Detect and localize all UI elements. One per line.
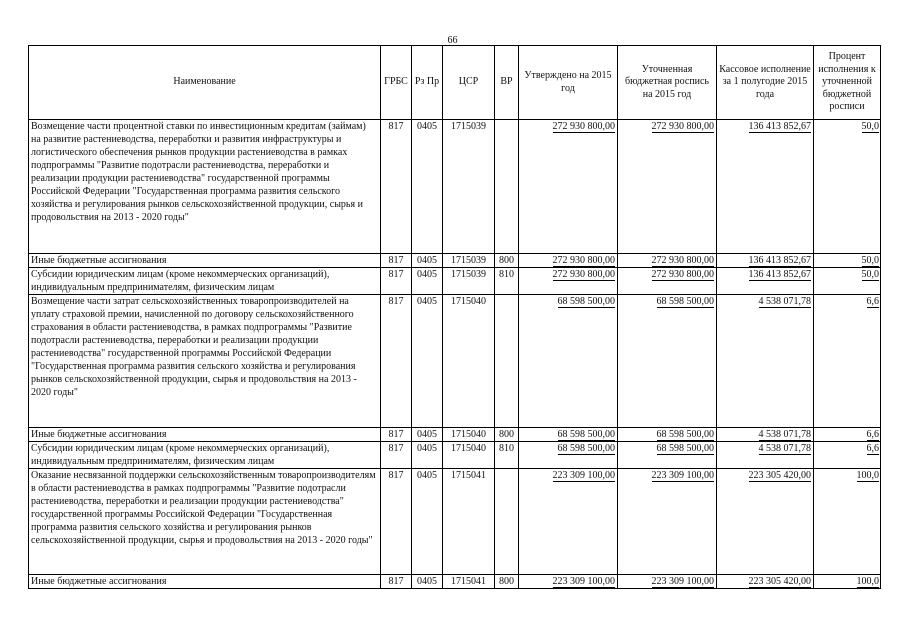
row-csr: 1715041 — [443, 469, 495, 575]
page-number: 66 — [447, 35, 458, 46]
row-refined: 272 930 800,00 — [651, 255, 714, 266]
row-approved: 68 598 500,00 — [557, 429, 615, 440]
table-row — [29, 268, 881, 295]
row-vr: 800 — [495, 428, 519, 442]
row-grbs: 817 — [381, 120, 412, 254]
table-row — [29, 469, 881, 575]
row-approved: 223 309 100,00 — [552, 576, 615, 587]
row-rzpr: 0405 — [412, 120, 443, 254]
row-refined: 223 309 100,00 — [651, 470, 714, 481]
row-vr: 800 — [495, 254, 519, 268]
row-cash: 223 305 420,00 — [748, 576, 811, 587]
row-percent: 6,6 — [866, 443, 879, 454]
row-grbs: 817 — [381, 575, 412, 589]
row-name: Субсидии юридическим лицам (кроме некоммерческих организаций), индивидуальным предпринимателям, физическим лицам — [29, 268, 381, 295]
row-approved: 223 309 100,00 — [552, 470, 615, 481]
header-approved: Утверждено на 2015 год — [519, 46, 618, 120]
row-csr: 1715040 — [443, 295, 495, 428]
row-refined: 68 598 500,00 — [656, 429, 714, 440]
row-percent: 6,6 — [866, 429, 879, 440]
row-percent: 100,0 — [856, 470, 879, 481]
row-cash: 4 538 071,78 — [758, 296, 811, 307]
row-cash: 136 413 852,67 — [748, 255, 811, 266]
row-grbs: 817 — [381, 254, 412, 268]
row-name: Оказание несвязанной поддержки сельскохозяйственным товаропроизводителям в области растениеводства в рамках подпрограммы "Развитие подотрасли растениеводства, переработки и реализации продукции растениеводства" государственной программы Российской Федерации "Государственная программа развития сельского хозяйства и регулирования рынков сельскохозяйственной продукции, сырья и продовольствия на 2013 - 2020 годы" — [29, 469, 381, 575]
row-vr: 810 — [495, 268, 519, 295]
row-grbs: 817 — [381, 268, 412, 295]
header-percent: Процент исполнения к уточненной бюджетной росписи — [814, 46, 881, 120]
row-name: Возмещение части процентной ставки по инвестиционным кредитам (займам) на развитие растениеводства, переработки и развития инфраструктуры и логистического обеспечения рынков продукции растениеводства в рамках подпрограммы "Развитие подотрасли растениеводства, переработки и реализации продукции растениеводства" государственной программы Российской Федерации "Государственная программа развития сельского хозяйства и регулирования рынков сельскохозяйственной продукции, сырья и продовольствия на 2013 - 2020 годы" — [29, 120, 381, 254]
row-csr: 1715039 — [443, 254, 495, 268]
row-csr: 1715039 — [443, 268, 495, 295]
row-rzpr: 0405 — [412, 469, 443, 575]
row-grbs: 817 — [381, 428, 412, 442]
row-cash: 136 413 852,67 — [748, 269, 811, 280]
row-refined: 223 309 100,00 — [651, 576, 714, 587]
row-refined: 272 930 800,00 — [651, 269, 714, 280]
table-row — [29, 254, 881, 268]
row-name: Иные бюджетные ассигнования — [29, 575, 381, 589]
row-rzpr: 0405 — [412, 442, 443, 469]
row-percent: 100,0 — [856, 576, 879, 587]
row-approved: 272 930 800,00 — [552, 255, 615, 266]
row-cash: 223 305 420,00 — [748, 470, 811, 481]
row-vr: 810 — [495, 442, 519, 469]
header-vr: ВР — [495, 46, 519, 120]
row-name: Субсидии юридическим лицам (кроме некоммерческих организаций), индивидуальным предпринимателям, физическим лицам — [29, 442, 381, 469]
row-grbs: 817 — [381, 469, 412, 575]
table-row — [29, 575, 881, 589]
row-csr: 1715039 — [443, 120, 495, 254]
row-approved: 68 598 500,00 — [557, 443, 615, 454]
row-name: Иные бюджетные ассигнования — [29, 254, 381, 268]
row-refined: 272 930 800,00 — [651, 121, 714, 132]
header-csr: ЦСР — [443, 46, 495, 120]
budget-table — [28, 45, 881, 589]
row-approved: 272 930 800,00 — [552, 121, 615, 132]
row-cash: 136 413 852,67 — [748, 121, 811, 132]
table-row — [29, 120, 881, 254]
row-grbs: 817 — [381, 442, 412, 469]
row-percent: 6,6 — [866, 296, 879, 307]
header-name: Наименование — [29, 46, 381, 120]
row-csr: 1715040 — [443, 428, 495, 442]
row-refined: 68 598 500,00 — [656, 296, 714, 307]
row-refined: 68 598 500,00 — [656, 443, 714, 454]
header-rzpr: Рз Пр — [412, 46, 443, 120]
row-percent: 50,0 — [861, 255, 879, 266]
row-percent: 50,0 — [861, 269, 879, 280]
row-approved: 272 930 800,00 — [552, 269, 615, 280]
table-header-row — [29, 46, 881, 120]
row-csr: 1715041 — [443, 575, 495, 589]
row-vr — [495, 120, 519, 254]
row-rzpr: 0405 — [412, 254, 443, 268]
header-refined: Уточненная бюджетная роспись на 2015 год — [618, 46, 717, 120]
row-approved: 68 598 500,00 — [557, 296, 615, 307]
row-rzpr: 0405 — [412, 428, 443, 442]
row-rzpr: 0405 — [412, 295, 443, 428]
row-vr — [495, 469, 519, 575]
row-percent: 50,0 — [861, 121, 879, 132]
table-row — [29, 295, 881, 428]
row-name: Возмещение части затрат сельскохозяйственных товаропроизводителей на уплату страховой премии, начисленной по договору сельскохозяйственного страхования в области растениеводства, в рамках подпрограммы "Развитие подотрасли растениеводства, переработки и реализации продукции растениеводства" государственной программы Российской Федерации "Государственная программа развития сельского хозяйства и регулирования рынков сельскохозяйственной продукции, сырья и продовольствия на 2013 - 2020 годы" — [29, 295, 381, 428]
row-rzpr: 0405 — [412, 268, 443, 295]
row-grbs: 817 — [381, 295, 412, 428]
row-name: Иные бюджетные ассигнования — [29, 428, 381, 442]
row-rzpr: 0405 — [412, 575, 443, 589]
row-csr: 1715040 — [443, 442, 495, 469]
table-row — [29, 442, 881, 469]
row-cash: 4 538 071,78 — [758, 443, 811, 454]
header-cash: Кассовое исполнение за 1 полугодие 2015 года — [717, 46, 814, 120]
row-vr — [495, 295, 519, 428]
table-row — [29, 428, 881, 442]
row-cash: 4 538 071,78 — [758, 429, 811, 440]
row-vr: 800 — [495, 575, 519, 589]
header-grbs: ГРБС — [381, 46, 412, 120]
